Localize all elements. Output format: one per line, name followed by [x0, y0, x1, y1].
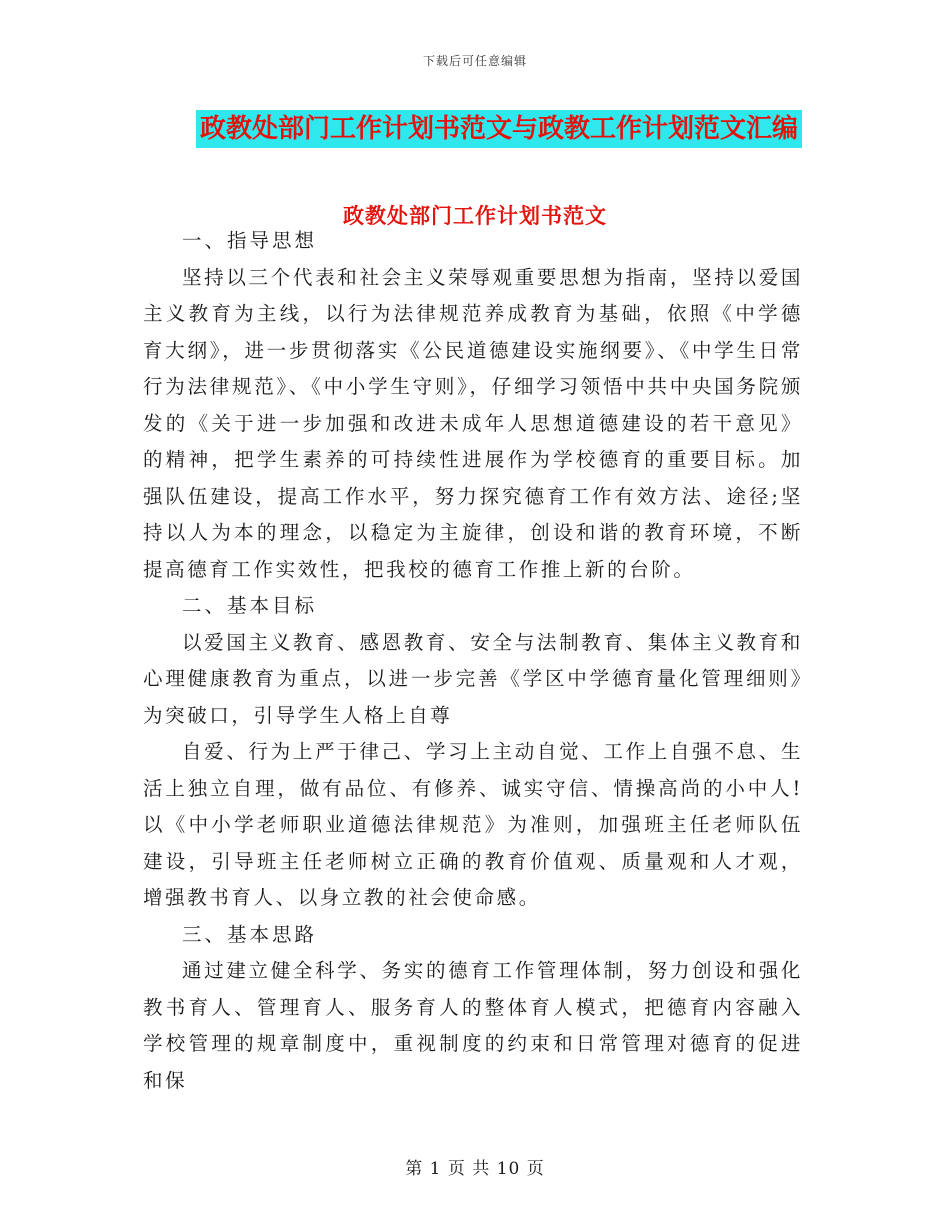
page-footer: 第 1 页 共 10 页: [405, 1159, 545, 1179]
sub-title: 政教处部门工作计划书范文: [343, 204, 607, 228]
paragraph: 坚持以三个代表和社会主义荣辱观重要思想为指南，坚持以爱国主义教育为主线，以行为法律规范养成教育为基础，依照《中学德育大纲》，进一步贯彻落实《公民道德建设实施纲要》、《中学生日常行为法律规范》、《中小学生守则》，仔细学习领悟中共中央国务院颁发的《关于进一步加强和改进未成年人思想道德建设的若干意见》的精神，把学生素养的可持续性进展作为学校德育的重要目标。加强队伍建设，提高工作水平，努力探究德育工作有效方法、途径;坚持以人为本的理念，以稳定为主旋律，创设和谐的教育环境，不断提高德育工作实效性，把我校的德育工作推上新的台阶。: [143, 265, 803, 581]
main-title: 政教处部门工作计划书范文与政教工作计划范文汇编: [196, 110, 802, 148]
section-heading: 一、指导思想: [182, 229, 318, 252]
section-heading: 三、基本思路: [182, 922, 318, 946]
header-note: 下载后可任意编辑: [422, 54, 527, 68]
paragraph: 以爱国主义教育、感恩教育、安全与法制教育、集体主义教育和心理健康教育为重点，以进一步完善《学区中学德育量化管理细则》为突破口，引导学生人格上自尊: [143, 630, 803, 727]
section-heading: 二、基本目标: [182, 594, 318, 617]
document-body: [143, 223, 803, 1099]
paragraph: 通过建立健全科学、务实的德育工作管理体制，努力创设和强化教书育人、管理育人、服务育人的整体育人模式，把德育内容融入学校管理的规章制度中，重视制度的约束和日常管理对德育的促进和保: [143, 959, 803, 1092]
paragraph: 自爱、行为上严于律己、学习上主动自觉、工作上自强不息、生活上独立自理，做有品位、有修养、诚实守信、情操高尚的小中人!以《中小学老师职业道德法律规范》为准则，加强班主任老师队伍建设，引导班主任老师树立正确的教育价值观、质量观和人才观，增强教书育人、以身立教的社会使命感。: [143, 740, 803, 909]
